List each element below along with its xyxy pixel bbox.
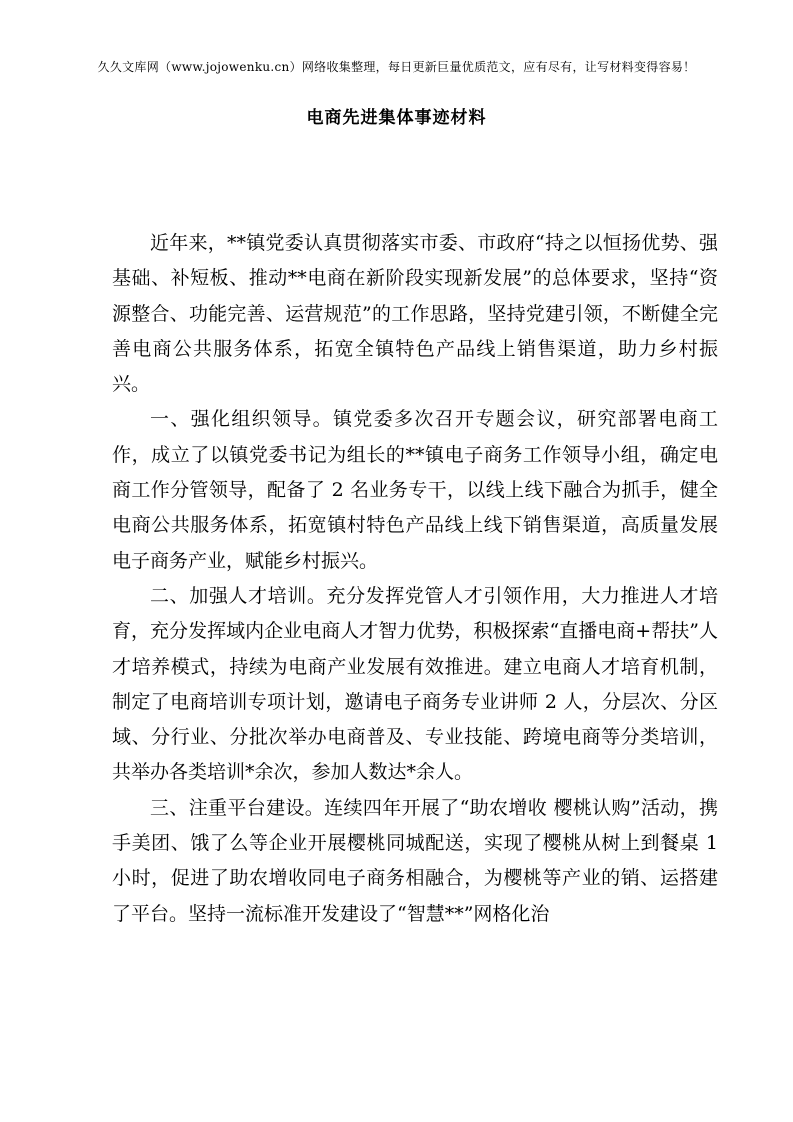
document-body bbox=[112, 226, 718, 932]
paragraph-intro: 近年来，**镇党委认真贯彻落实市委、市政府“持之以恒扬优势、强基础、补短板、推动**电商在新阶段实现新发展”的总体要求，坚持“资源整合、功能完善、运营规范”的工作思路，坚持党建引领，不断健全完善电商公共服务体系，拓宽全镇特色产品线上销售渠道，助力乡村振兴。 bbox=[112, 232, 718, 396]
paragraph-organization: 一、强化组织领导。镇党委多次召开专题会议，研究部署电商工作，成立了以镇党委书记为组长的**镇电子商务工作领导小组，确定电商工作分管领导，配备了 2 名业务专干，以线上线下融合为抓手，健全电商公共服务体系，拓宽镇村特色产品线上线下销售渠道，高质量发展电子商务产业，赋能乡村振兴。 bbox=[112, 408, 718, 572]
document-title: 电商先进集体事迹材料 bbox=[306, 108, 487, 128]
header-notice: 久久文库网（www.jojowenku.cn）网络收集整理，每日更新巨量优质范文，应有尽有，让写材料变得容易！ bbox=[97, 60, 696, 74]
paragraph-training: 二、加强人才培训。充分发挥党管人才引领作用，大力推进人才培育，充分发挥域内企业电商人才智力优势，积极探索“直播电商+帮扶”人才培养模式，持续为电商产业发展有效推进。建立电商人才培育机制，制定了电商培训专项计划，邀请电子商务专业讲师 2 人，分层次、分区域、分行业、分批次举办电商普及、专业技能、跨境电商等分类培训，共举办各类培训*余次，参加人数达*余人。 bbox=[112, 584, 718, 784]
paragraph-platform: 三、注重平台建设。连续四年开展了“助农增收 樱桃认购”活动，携手美团、饿了么等企业开展樱桃同城配送，实现了樱桃从树上到餐桌 1 小时，促进了助农增收同电子商务相融合，为樱桃等产业的销、运搭建了平台。坚持一流标准开发建设了“智慧**”网格化治 bbox=[112, 796, 718, 925]
